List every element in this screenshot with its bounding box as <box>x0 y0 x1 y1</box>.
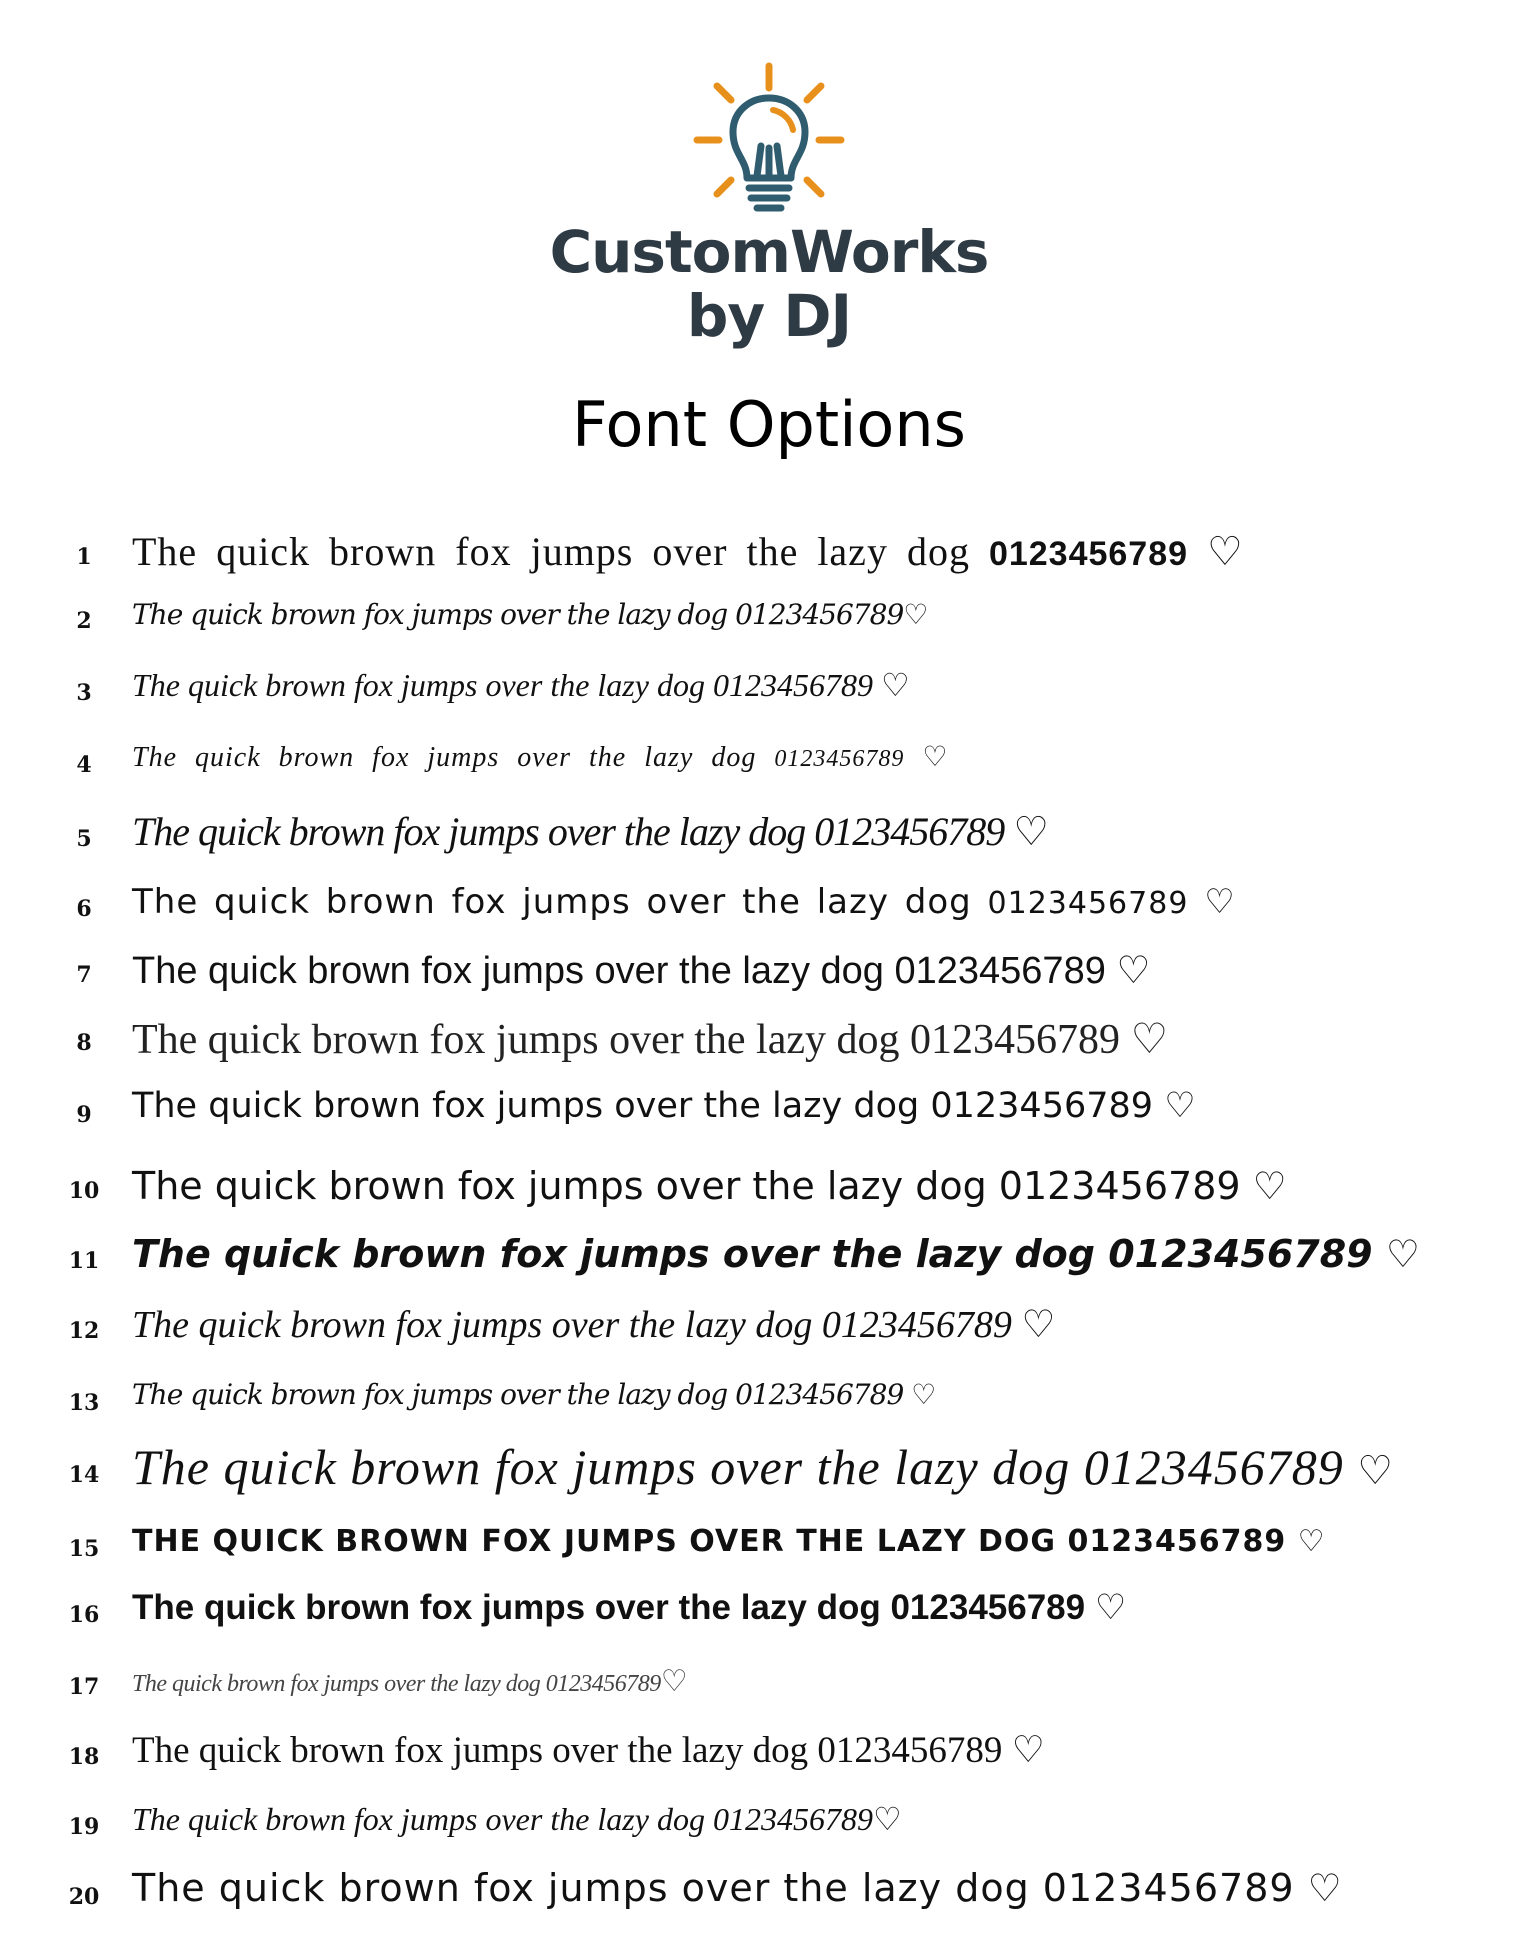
heart-icon: ♡ <box>1297 1524 1326 1559</box>
heart-icon: ♡ <box>872 1800 902 1838</box>
font-number: 13 <box>68 1390 100 1416</box>
sample-digits: 0123456789 <box>712 667 873 703</box>
sample-text: The quick brown fox jumps over the lazy dog <box>132 1730 809 1771</box>
font-sample <box>132 1866 1343 1910</box>
font-sample <box>132 1588 1126 1628</box>
heart-icon: ♡ <box>1164 1086 1196 1126</box>
font-sample <box>132 1664 687 1699</box>
font-number: 12 <box>68 1318 100 1344</box>
heart-icon: ♡ <box>911 1378 936 1411</box>
sample-text: THE QUICK BROWN FOX JUMPS OVER THE LAZY DOG <box>132 1524 1057 1559</box>
font-number: 11 <box>68 1248 100 1274</box>
page-title: Font Options <box>572 388 966 461</box>
sample-digits: 0123456789 <box>909 1017 1120 1063</box>
sample-text: The quick brown fox jumps over the lazy dog <box>132 598 728 631</box>
heart-icon: ♡ <box>1385 1232 1420 1276</box>
font-sample <box>132 1232 1420 1276</box>
font-number: 9 <box>76 1102 92 1128</box>
sample-digits: 0123456789 <box>735 598 904 631</box>
sample-digits: 0123456789 <box>998 1164 1241 1208</box>
sample-text: The quick brown fox jumps over the lazy dog <box>132 1086 920 1126</box>
sample-text: The quick brown fox jumps over the lazy dog <box>132 809 806 854</box>
sample-text: The quick brown fox jumps over the lazy dog <box>132 1801 705 1837</box>
font-number: 18 <box>68 1744 100 1770</box>
font-number: 20 <box>68 1884 100 1910</box>
sample-text: The quick brown fox jumps over the lazy dog <box>132 1304 813 1346</box>
font-number: 7 <box>76 962 92 988</box>
heart-icon: ♡ <box>1013 809 1049 855</box>
font-number: 17 <box>68 1674 100 1700</box>
sample-digits: 0123456789 <box>1067 1524 1287 1559</box>
font-sample <box>132 528 1244 575</box>
font-number: 2 <box>76 608 92 634</box>
sample-digits: 0123456789 <box>774 746 905 772</box>
font-sample <box>132 598 927 631</box>
font-sample <box>132 740 948 774</box>
sample-digits: 0123456789 <box>988 535 1189 573</box>
sample-digits: 0123456789 <box>545 1671 661 1697</box>
sample-digits: 0123456789 <box>821 1304 1012 1346</box>
sample-text: The quick brown fox jumps over the lazy dog <box>132 1378 728 1411</box>
sample-text: The quick brown fox jumps over the lazy dog <box>132 882 972 922</box>
heart-icon: ♡ <box>922 740 949 773</box>
sample-digits: 0123456789 <box>712 1801 873 1837</box>
sample-digits: 0123456789 <box>1108 1232 1373 1276</box>
sample-text: The quick brown fox jumps over the lazy dog <box>132 1671 541 1697</box>
font-number: 15 <box>68 1536 100 1562</box>
font-sample <box>132 1438 1394 1496</box>
font-number: 19 <box>68 1814 100 1840</box>
font-sample <box>132 1164 1287 1208</box>
sample-text: The quick brown fox jumps over the lazy dog <box>132 1017 900 1063</box>
sample-text: The quick brown fox jumps over the lazy dog <box>132 529 970 574</box>
font-sample <box>132 1014 1168 1064</box>
font-number: 3 <box>76 680 92 706</box>
font-sample <box>132 948 1150 993</box>
sample-text: The quick brown fox jumps over the lazy dog <box>132 1164 987 1208</box>
font-sample <box>132 1086 1196 1126</box>
heart-icon: ♡ <box>1207 529 1244 575</box>
heart-icon: ♡ <box>903 598 928 631</box>
heart-icon: ♡ <box>1094 1588 1127 1628</box>
font-number: 5 <box>76 826 92 852</box>
font-number: 14 <box>68 1462 100 1488</box>
font-number: 10 <box>68 1178 100 1204</box>
sample-text: The quick brown fox jumps over the lazy dog <box>132 950 884 992</box>
font-number: 8 <box>76 1030 92 1056</box>
sample-digits: 0123456789 <box>890 1588 1086 1627</box>
font-sample <box>132 1302 1055 1347</box>
font-sample <box>132 1800 902 1838</box>
heart-icon: ♡ <box>1130 1014 1169 1063</box>
sample-text: The quick brown fox jumps over the lazy dog <box>132 1588 881 1627</box>
sample-digits: 0123456789 <box>1083 1439 1344 1495</box>
brand-line-2: by DJ <box>686 282 852 350</box>
sample-text: The quick brown fox jumps over the lazy dog <box>132 1866 1030 1910</box>
font-number: 6 <box>76 896 92 922</box>
sample-digits: 0123456789 <box>814 809 1005 854</box>
sample-digits: 0123456789 <box>1042 1866 1295 1910</box>
brand-line-1: CustomWorks <box>549 218 989 286</box>
heart-icon: ♡ <box>1021 1302 1056 1346</box>
heart-icon: ♡ <box>660 1664 688 1699</box>
font-sample <box>132 1378 935 1411</box>
font-number: 16 <box>68 1602 100 1628</box>
sample-text: The quick brown fox jumps over the lazy dog <box>132 1439 1071 1495</box>
font-sample <box>132 882 1236 922</box>
heart-icon: ♡ <box>1307 1866 1343 1910</box>
heart-icon: ♡ <box>1204 882 1236 922</box>
heart-icon: ♡ <box>880 666 910 704</box>
font-number: 4 <box>76 752 92 778</box>
heart-icon: ♡ <box>1011 1728 1045 1771</box>
font-sample <box>132 666 910 704</box>
font-number: 1 <box>76 544 92 570</box>
sample-text: The quick brown fox jumps over the lazy dog <box>132 742 757 773</box>
sample-text: The quick brown fox jumps over the lazy dog <box>132 667 705 703</box>
sample-digits: 0123456789 <box>894 950 1106 992</box>
heart-icon: ♡ <box>1357 1448 1395 1494</box>
sample-digits: 0123456789 <box>817 1730 1003 1771</box>
sample-digits: 0123456789 <box>735 1378 904 1411</box>
sample-text: The quick brown fox jumps over the lazy dog <box>132 1232 1095 1276</box>
heart-icon: ♡ <box>1116 948 1151 992</box>
sample-digits: 0123456789 <box>930 1086 1154 1126</box>
font-sample <box>132 1524 1326 1559</box>
font-sample <box>132 808 1048 855</box>
sample-digits: 0123456789 <box>987 886 1189 921</box>
heart-icon: ♡ <box>1252 1164 1287 1208</box>
font-sample <box>132 1728 1045 1772</box>
